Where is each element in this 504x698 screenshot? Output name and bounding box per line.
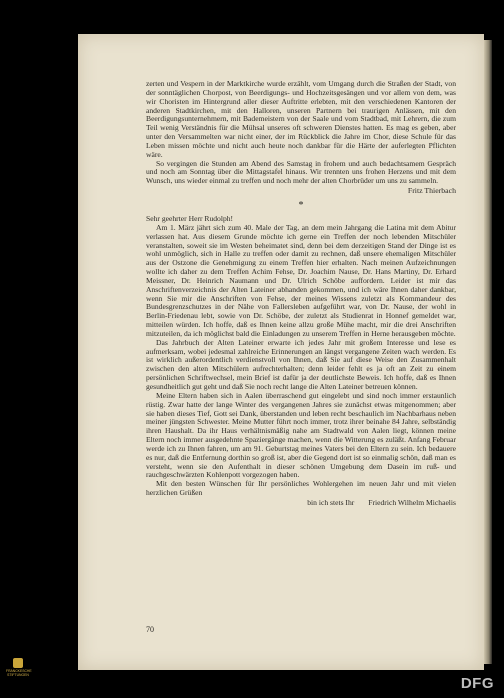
signature-michaelis: Friedrich Wilhelm Michaelis — [368, 497, 456, 507]
franckesche-stiftungen-logo — [6, 658, 30, 677]
paragraph: zerten und Vespern in der Marktkirche wurde erzählt, vom Umgang durch die Straßen der Stadt, von der sonntäglichen Chorpost, von Beerdigungs- und Hochzeitsgesängen und vor allem von dem, was wir Choristen im Hintergrund aller dieser Auftritte erlebten, mit den verschiedenen Kantoren der anderen Stadtkirchen, mit den Halloren, unseren Partnern bei traurigen Anlässen, mit den Beerdigungsunternehmern, mit Bademeistern von der Saale und vom Stadtbad, mit Lehrern, die zum Teil wenig Verständnis für die Mühsal unseres oft schweren Dienstes hatten. Es mag es geben, aber unter den Versammelten war nicht einer, der im Rückblick die Jahre im Chor, diese Schule für das Leben missen möchte und nicht auch heute noch dankbar für die Härte der auferlegten Pflichten wäre. — [146, 79, 456, 159]
logo-line-2: STIFTUNGEN — [7, 673, 29, 677]
section-separator: * — [298, 199, 304, 211]
dfg-logo: DFG — [460, 675, 494, 692]
signature-thierbach: Fritz Thierbach — [407, 186, 456, 196]
closing-line — [146, 499, 456, 508]
paragraph: Am 1. März jährt sich zum 40. Male der Tag, an dem mein Jahrgang die Latina mit dem Abitur verlassen hat. Aus diesem Grunde möchte ich gerne ein Treffen der noch lebenden Mitschüler veranstalten, soweit sie im Westen beheimatet sind, denn bei dem derzeitigen Stand der Dinge ist es wohl unmöglich, sich in Halle zu treffen oder damit zu rechnen, daß unsere ehemaligen Mitschüler aus der Ostzone die Genehmigung zu einem Treffen hier erhalten. Nach meinen Aufzeichnungen wollte ich daher zu dem Treffen Achim Fehse, Dr. Joachim Nause, Dr. Hans Martiny, Dr. Erhard Meissner, Dr. Heinrich Naumann und Dr. Ulrich Schöbe auffordern. Leider ist mir das Anschriftenverzeichnis der Alten Lateiner abhanden gekommen, und ich wäre Ihnen daher dankbar, wenn Sie mir die Anschriften von Fehse, der meines Wissens zuletzt als Kommandeur des Bundesgrenzschutzes in der Nähe von Fallersleben aufgeführt war, von Dr. Nause, der wohl in Berlin-Friedenau lebt, sowie von Dr. Schöbe, der zuletzt als Studienrat in Honnef gemeldet war, mitteilen würden. Ich hoffe, daß es Ihnen keine allzu große Mühe macht, mir die drei Anschriften mitzuteilen, da ich möglichst bald die Einladungen zu unserem Treffen in Herne herausgeben möchte. — [146, 222, 456, 338]
paragraph: Mit den besten Wünschen für Ihr persönliches Wohlergehen im neuen Jahr und mit vielen herzlichen Grüßen — [146, 479, 456, 498]
page-text — [146, 80, 456, 508]
page-edge — [484, 40, 492, 664]
paragraph: Das Jahrbuch der Alten Lateiner erwarte ich jedes Jahr mit großem Interesse und lese es aufmerksam, wobei jedesmal zahlreiche Erinnerungen an längst vergangene Zeiten wach werden. Es ist wirklich außerordentlich verdienstvoll von Ihnen, daß Sie auf diese Weise den Zusammenhalt zwischen den alten Mitschülern aufrechterhalten; denn leider fehlt es ja oft an Zeit zu einem persönlichen Schriftwechsel, mein Brief ist dafür ja der deutlichste Beweis. Ich hoffe, daß es Ihnen gesundheitlich gut geht und daß Sie noch recht lange die Alten Lateiner betreuen können. — [146, 337, 456, 391]
paragraph: Meine Eltern haben sich in Aalen überraschend gut eingelebt und sind noch immer erstaunlich rüstig. Zwar hatte der lange Winter des vergangenen Jahres sie zunächst etwas mitgenommen; aber sie haben dieses Tief, Gott sei Dank, überstanden und leben recht beschaulich im Nachbarhaus neben meiner jüngsten Schwester. Meine Mutter führt noch immer, trotz ihrer beinahe 84 Jahre, selbständig ihren Haushalt. Da ihr Haus verhältnismäßig nahe am Stadtwald von Aalen liegt, können meine Eltern noch immer ausgedehnte Spaziergänge machen, wenn die Witterung es zuläßt. Anfang Februar werde ich zu Ihnen fahren, um am 91. Geburtstag meines Vaters bei den Eltern zu sein. Ich bedauere es nur, daß die Entfernung dorthin so groß ist, aber die Gegend dort ist so einmalig schön, daß man es versteht, wenn sie den Aufenthalt in dieser schönen Umgebung dem Dasein im ruß- und rauchgeschwärzten Kohlenpott vorgezogen haben. — [146, 390, 456, 480]
closing: bin ich stets Ihr — [307, 497, 355, 507]
logo-mark-icon — [13, 658, 23, 668]
paragraph: So vergingen die Stunden am Abend des Samstag in frohem und auch bedachtsamem Gespräch und noch am Sonntag über die Mittagstafel hinaus. Wir trennten uns frohen Herzens und mit dem Wunsch, uns wieder einmal zu treffen und noch mehr der alten Chorbrüder um uns zu sammeln. — [146, 158, 456, 186]
salutation: Sehr geehrter Herr Rudolph! — [146, 213, 234, 223]
page-number: 70 — [146, 625, 154, 634]
logo-line-1: FRANCKESCHE — [6, 669, 32, 673]
